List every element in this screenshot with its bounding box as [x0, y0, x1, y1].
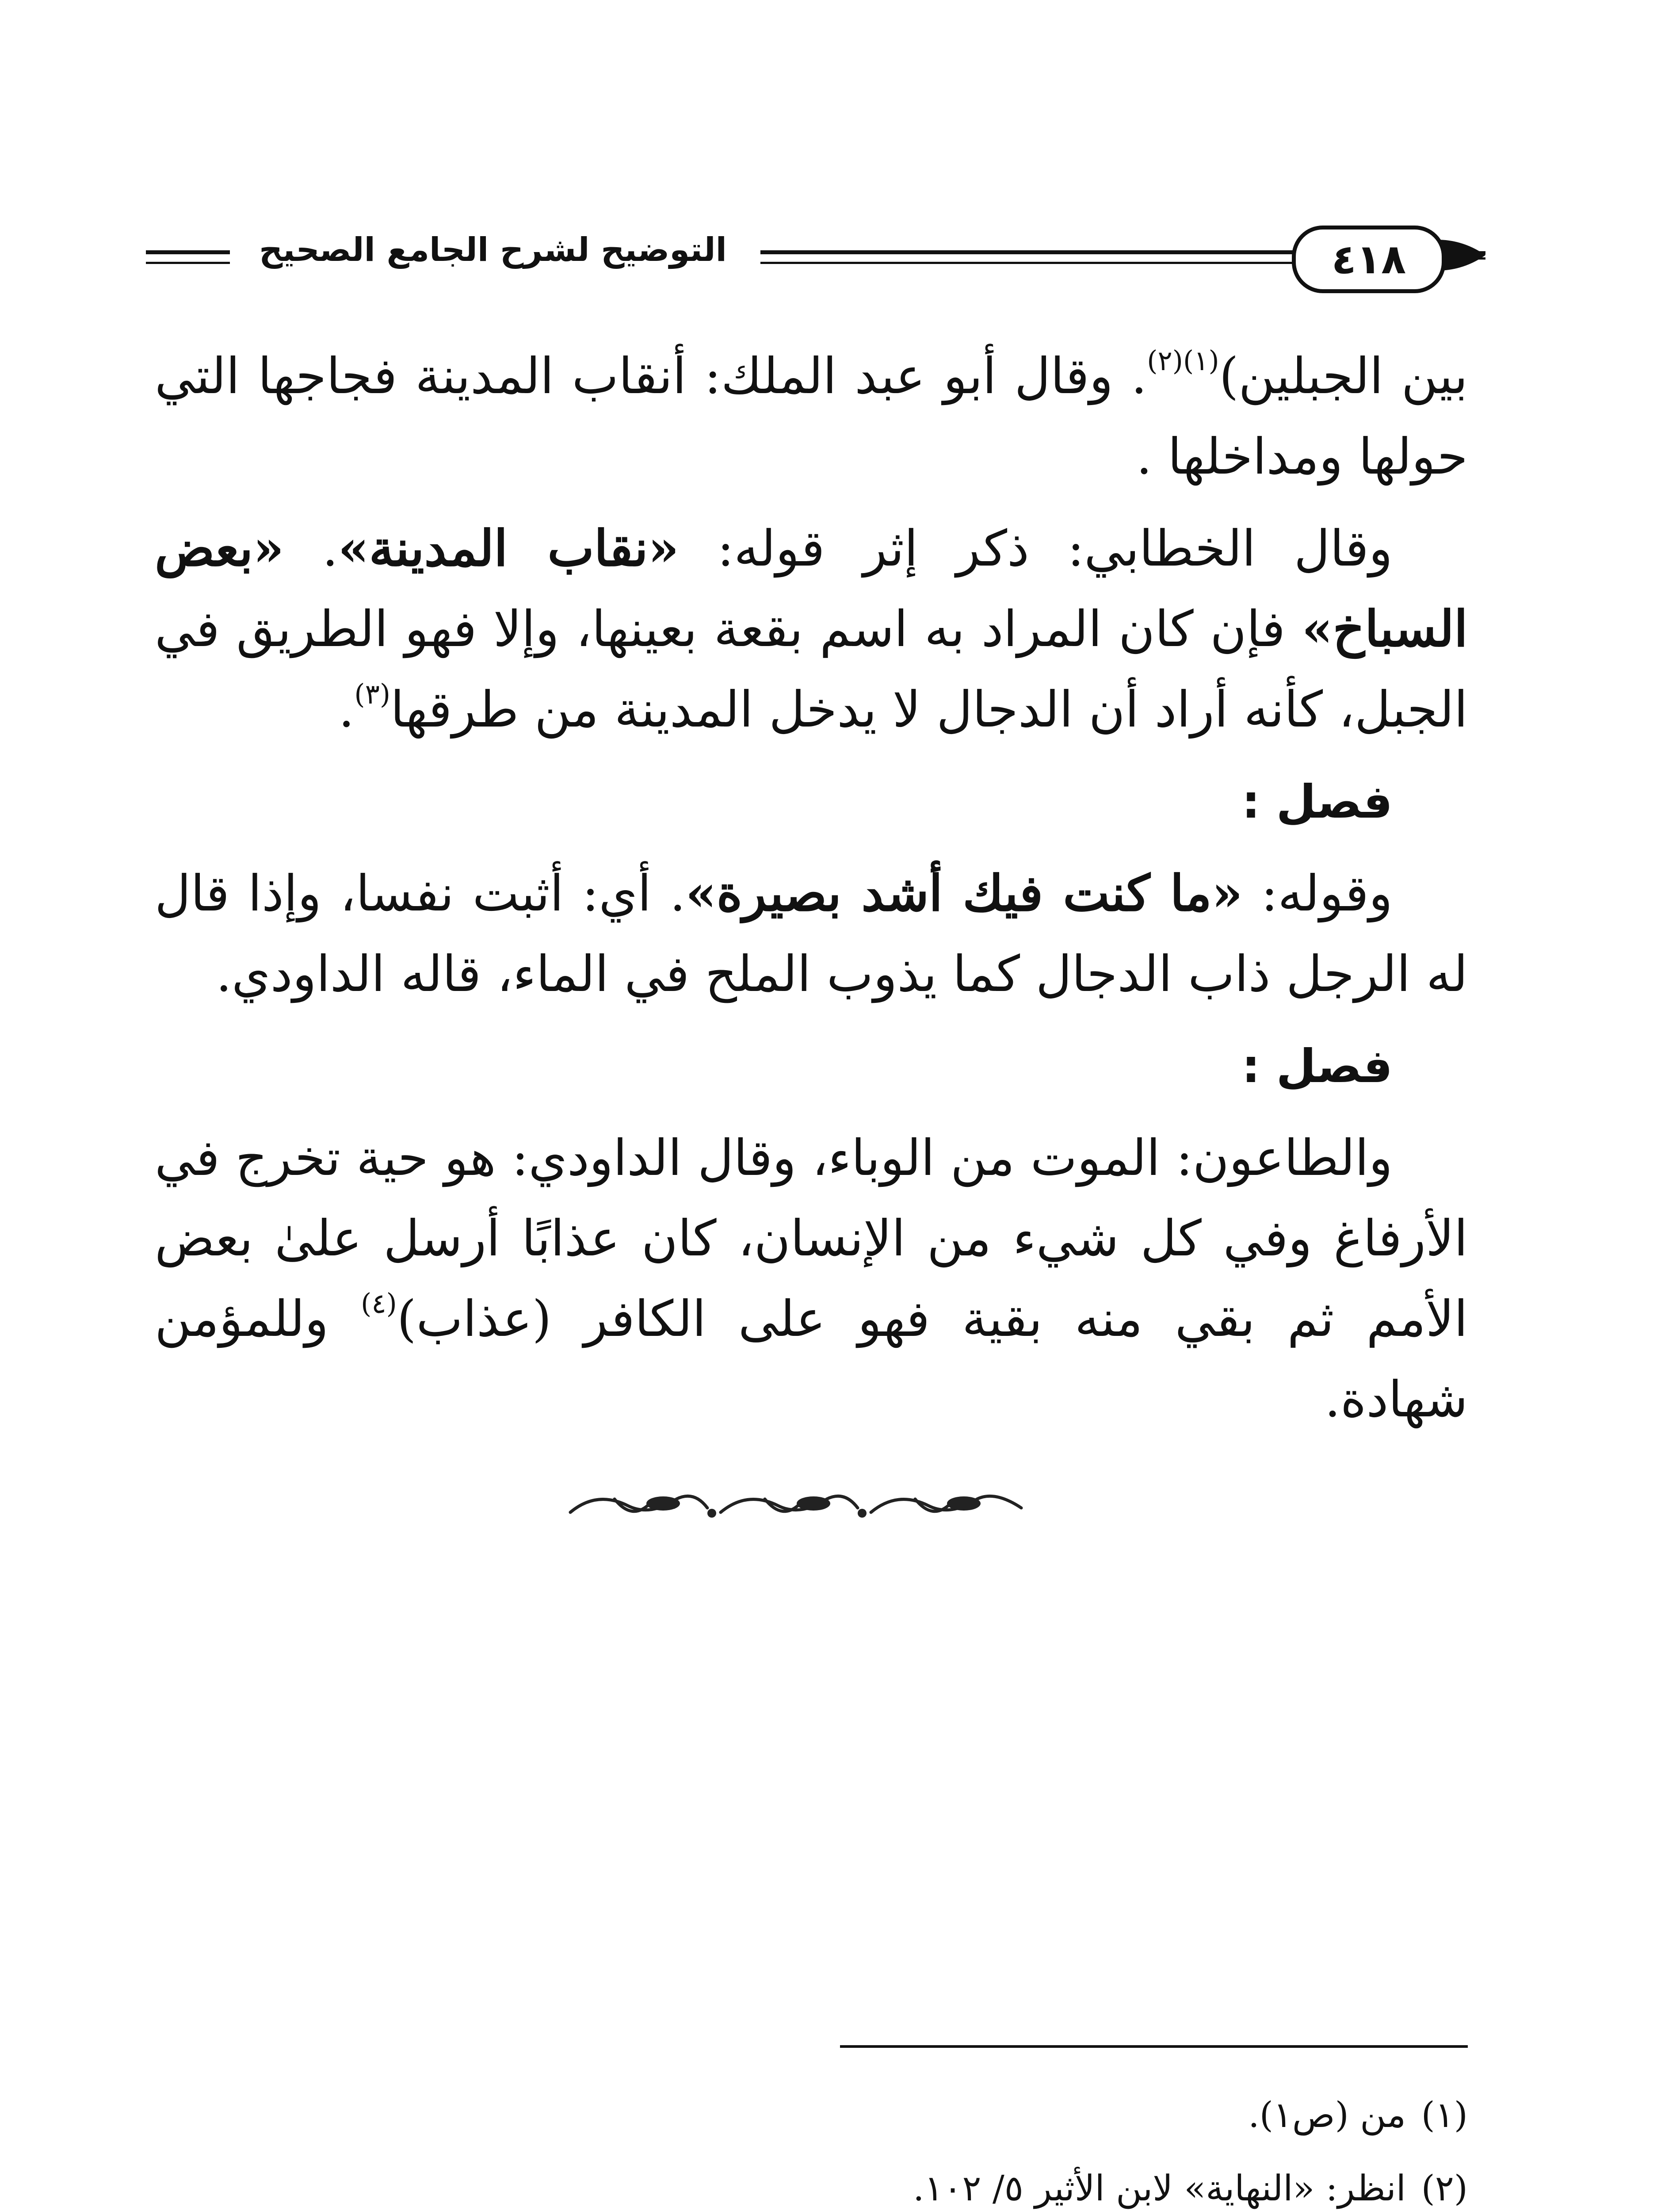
- footnote-ref-2: (٢): [1147, 344, 1183, 377]
- footnote-number: (٢): [1421, 2168, 1468, 2209]
- paragraph-2: [155, 509, 1468, 750]
- p2-text-b: .: [284, 520, 338, 578]
- page-number-badge: [1292, 226, 1446, 293]
- footnote-text: انظر: «النهاية» لابن الأثير ٥/ ١٠٢.: [913, 2168, 1406, 2209]
- paragraph-1: [155, 336, 1468, 497]
- footnote-2: [318, 2152, 1468, 2211]
- p2-quote-a: «نقاب المدينة»: [338, 520, 679, 578]
- footnote-ref-3: (٣): [354, 678, 391, 710]
- p3-quote: «ما كنت فيك أشد بصيرة»: [685, 865, 1243, 922]
- running-header: [146, 208, 1485, 296]
- footnote-number: (١): [1421, 2094, 1468, 2135]
- p2-quote-b: «بعض السباخ»: [155, 520, 1468, 658]
- header-rule-left-bottom: [146, 262, 230, 264]
- section-heading-1: فصل :: [1241, 775, 1393, 829]
- header-rule-mid-bottom: [760, 262, 1304, 264]
- p2-text-d: .: [338, 681, 355, 738]
- footnotes: [318, 2078, 1468, 2211]
- section-heading-2: فصل :: [1241, 1039, 1393, 1093]
- paragraph-4: [155, 1118, 1468, 1440]
- p4-text-a: والطاعون: الموت من الوباء، وقال الداودي: هو حية تخرج في الأرفاغ وفي كل شيء من الإنسان، كان عذابًا أرسل علىٰ بعض الأمم ثم بقي منه بقية فهو على الكافر (عذاب): [155, 1129, 1468, 1348]
- header-rule-mid-top: [760, 250, 1304, 254]
- footnote-text: من (ص١).: [1248, 2094, 1406, 2135]
- p2-text-a: وقال الخطابي: ذكر إثر قوله:: [679, 520, 1393, 578]
- page-number: ٤١٨: [1331, 236, 1406, 283]
- footnote-1: [318, 2078, 1468, 2152]
- footnote-separator: [840, 2045, 1468, 2048]
- floral-divider-icon: [561, 1481, 1030, 1530]
- footnote-ref-4: (٤): [361, 1287, 397, 1320]
- p2-text-c: فإن كان المراد به اسم بقعة بعينها، وإلا فهو الطريق في الجبل، كأنه أراد أن الدجال لا يدخل المدينة من طرقها: [155, 601, 1468, 738]
- header-rule-left-top: [146, 250, 230, 254]
- main-text: [155, 336, 1468, 1451]
- p1-text-b: . وقال أبو عبد الملك: أنقاب المدينة فجاجها التي حولها ومداخلها .: [155, 348, 1468, 486]
- p3-text-b: . أي: أثبت نفسا، وإذا قال له الرجل ذاب الدجال كما يذوب الملح في الماء، قاله الداودي.: [155, 865, 1468, 1003]
- p4-text-b: وللمؤمن شهادة.: [155, 1290, 1468, 1428]
- p1-text-a: بين الجبلين): [1219, 348, 1468, 405]
- p3-text-a: وقوله:: [1242, 865, 1393, 922]
- running-title: التوضيح لشرح الجامع الصحيح: [259, 231, 727, 269]
- footnote-ref-1: (١): [1183, 344, 1219, 377]
- paragraph-3: [155, 853, 1468, 1014]
